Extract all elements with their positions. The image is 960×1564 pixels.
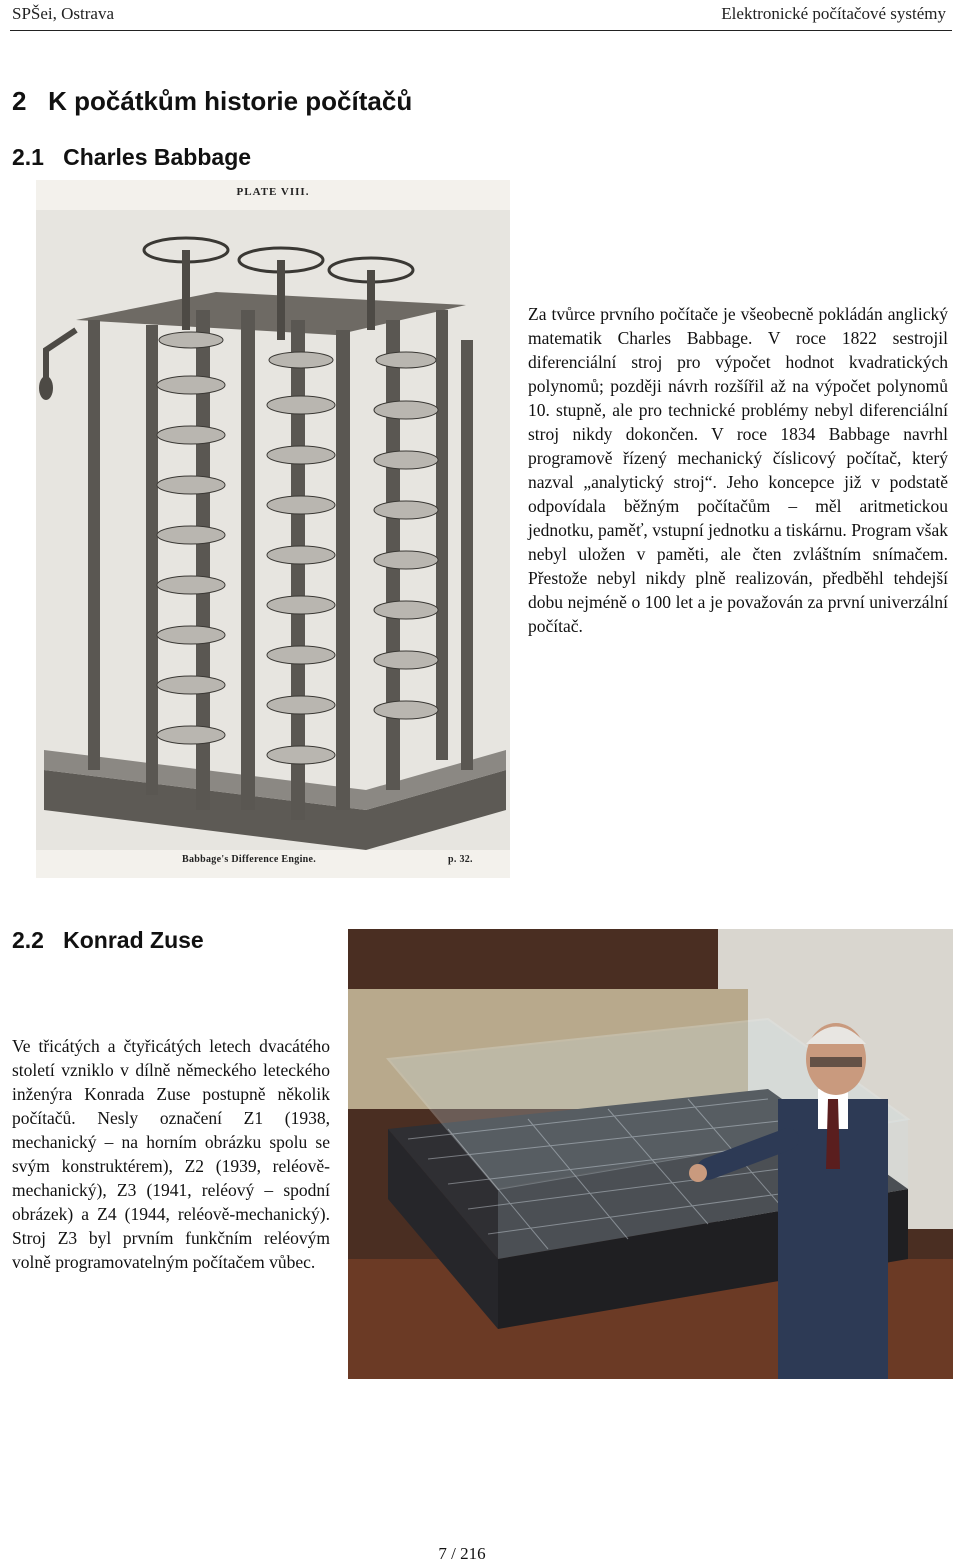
figure-page-ref: p. 32. — [448, 854, 473, 865]
header-right-text: Elektronické počítačové systémy — [721, 4, 946, 23]
page-number: 7 / 216 — [438, 1544, 486, 1563]
babbage-paragraph: Za tvůrce prvního počítače je všeobecně pokládán anglický matematik Charles Babbage. V roce 1822 sestrojil diferenciální stroj pro výpočet hodnot kvadratických polynomů; později návrh rozšířil až na výpočet polynomů 10. stupně, ale pro technické problémy nebyl diferenciální stroj nikdy dokončen. V roce 1834 Babbage navrhl programově řízený mechanický číslicový počítač, který nazval „analytický stroj“. Jeho koncepce již v podstatě odpovídala běžným počítačům – měl aritmetickou jednotku, paměť, vstupní jednotku a tiskárnu. Program však nebyl uložen v paměti, ale čten zvláštním snímačem. Přestože nebyl nikdy plně realizován, předběhl tehdejší dobu nejméně o 100 let a je považován za první univerzální počítač. — [528, 304, 948, 636]
zuse-z1-illustration — [348, 929, 953, 1379]
header-rule — [10, 30, 952, 31]
plate-title: PLATE VIII. — [236, 186, 310, 198]
section-title-babbage: 2.1 Charles Babbage — [12, 144, 252, 170]
section-title-zuse: 2.2 Konrad Zuse — [12, 927, 204, 953]
header-left-text: SPŠei, Ostrava — [12, 4, 114, 23]
chapter-title: 2 K počátkům historie počítačů — [12, 86, 413, 116]
difference-engine-illustration — [36, 210, 510, 850]
zuse-z1-photo — [348, 929, 953, 1379]
figure-caption: Babbage's Difference Engine. — [182, 854, 317, 865]
zuse-paragraph: Ve třicátých a čtyřicátých letech dvacátého století vzniklo v dílně německého leteckého inženýra Konrada Zuse postupně několik počítačů. Nesly označení Z1 (1938, mechanický – na horním obrázku spolu se svým konstruktérem), Z2 (1939, reléově-mechanický), Z3 (1941, reléový – spodní obrázek) a Z4 (1944, reléově-mechanický). Stroj Z3 byl prvním funkčním reléovým volně programovatelným počítačem vůbec. — [12, 1036, 330, 1272]
babbage-difference-engine-image — [36, 180, 510, 878]
